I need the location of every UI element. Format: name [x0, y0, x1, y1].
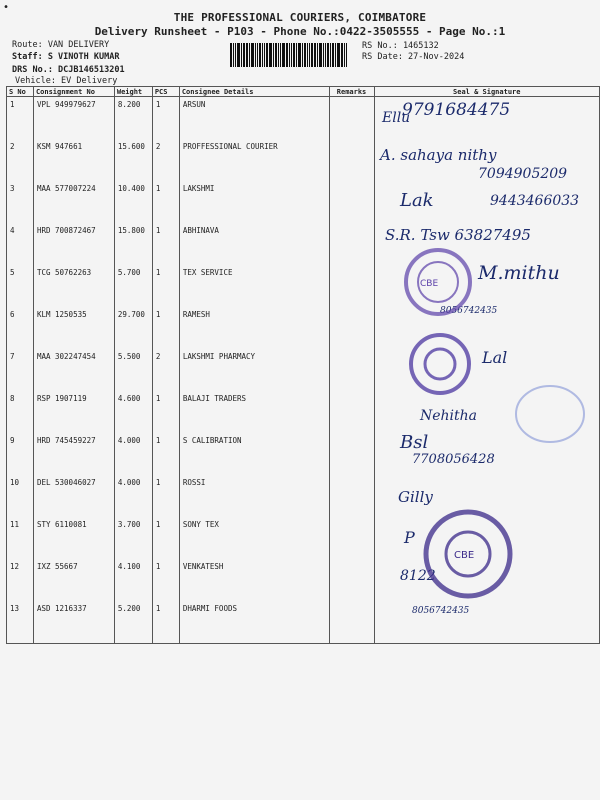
cell-pcs: 1	[152, 97, 179, 140]
signature-2: A. sahaya nithy	[380, 146, 497, 164]
cell-remarks	[329, 265, 374, 307]
signature-12: 8122	[400, 568, 436, 584]
cell-sno: 7	[7, 349, 34, 391]
col-consignee: Consignee Details	[179, 87, 329, 97]
cell-remarks	[329, 307, 374, 349]
signature-4: S.R. Tsw 63827495	[385, 226, 531, 244]
cell-consignment: VPL 949979627	[33, 97, 114, 140]
col-sno: S No	[7, 87, 34, 97]
cell-consignment: ASD 1216337	[33, 601, 114, 644]
cell-consignment: IXZ 55667	[33, 559, 114, 601]
cell-weight: 29.700	[114, 307, 152, 349]
table-row	[7, 307, 600, 349]
cell-weight: 8.200	[114, 97, 152, 140]
table-header-row	[7, 87, 600, 97]
cell-weight: 10.400	[114, 181, 152, 223]
cell-remarks	[329, 517, 374, 559]
cell-sno: 13	[7, 601, 34, 644]
cell-weight: 15.600	[114, 139, 152, 181]
staff-label: Staff: S VINOTH KUMAR	[12, 52, 120, 62]
cell-consignment: MAA 577007224	[33, 181, 114, 223]
cell-sno: 11	[7, 517, 34, 559]
cell-consignee: LAKSHMI	[179, 181, 329, 223]
cell-remarks	[329, 475, 374, 517]
col-consignment: Consignment No	[33, 87, 114, 97]
signature-1-phone: 9791684475	[402, 100, 511, 120]
cell-consignee: RAMESH	[179, 307, 329, 349]
cell-sno: 9	[7, 433, 34, 475]
tex-spares-stamp	[418, 508, 518, 600]
runsheet-page: • THE PROFESSIONAL COURIERS, COIMBATORE Delivery Runsheet - P103 - Phone No.:0422-3505555 - Page No.:1 Route: VAN DELIVERY Staff: S VINOTH KUMAR DRS No.: DCJB146513201 Vehicle: EV Delivery RS No.: 1465132 RS Date: 27-Nov-2024 S No Consignment No Weight PCS Consignee Details Remarks Seal & Signature 1 VPL 949979627 8.200 1 ARSUN 2 KSM 947661 15.600 2 PROFFESSIONAL COURIER 3 MAA 577007224 10.400 1 LAKSHMI 4 HRD 700872467 15.800 1 ABHINAVA 5 TCG 50762263 5.700 1 TEX SERVICE 6 KLM 1250535 29.700 1 RAMESH 7 MAA 302247454 5.500 2 LAKSHMI PHARMACY 8 RSP 1907119 4.600 1 BALAJI TRADERS 9 HRD 745459227 4.000 1 S CALIBRATION 10 DEL 530046027 4.000 1 ROSSI 11 STY 6110081 3.700 1 SONY TEX 12 IXZ 55667 4.100 1 VENKATESH 13 ASD 1216337 5.200 1 DHARMI FOODS Ellu 9791684475 A. sahaya nithy 7094905209 Lak 9443466033 S.R. Tsw 63827495 M.mithu 8056742435 Lal Nehitha Bsl 7708056428 Gilly P 8122 8056742435 CBE CBE	[0, 0, 600, 800]
cell-consignee: PROFFESSIONAL COURIER	[179, 139, 329, 181]
cell-consignment: MAA 302247454	[33, 349, 114, 391]
cell-pcs: 1	[152, 391, 179, 433]
route-label: Route: VAN DELIVERY	[12, 40, 110, 50]
cell-consignee: TEX SERVICE	[179, 265, 329, 307]
cell-remarks	[329, 349, 374, 391]
table-row	[7, 601, 600, 644]
cell-remarks	[329, 433, 374, 475]
col-weight: Weight	[114, 87, 152, 97]
cell-weight: 5.200	[114, 601, 152, 644]
cell-pcs: 1	[152, 307, 179, 349]
cell-remarks	[329, 391, 374, 433]
signature-1: Ellu	[382, 110, 411, 126]
cell-consignment: RSP 1907119	[33, 391, 114, 433]
signature-11: P	[404, 528, 415, 547]
cell-consignee: ARSUN	[179, 97, 329, 140]
balaji-hardwares-stamp	[510, 382, 590, 448]
cell-pcs: 1	[152, 475, 179, 517]
cell-sno: 8	[7, 391, 34, 433]
cell-weight: 4.000	[114, 475, 152, 517]
cell-consignment: TCG 50762263	[33, 265, 114, 307]
cell-consignee: ROSSI	[179, 475, 329, 517]
cell-consignee: ABHINAVA	[179, 223, 329, 265]
cell-sno: 1	[7, 97, 34, 140]
signature-3-phone: 9443466033	[490, 193, 580, 209]
cell-weight: 5.500	[114, 349, 152, 391]
rs-number: RS No.: 1465132	[362, 41, 439, 51]
signature-10: Gilly	[398, 488, 433, 506]
cell-weight: 5.700	[114, 265, 152, 307]
cell-weight: 4.100	[114, 559, 152, 601]
barcode	[230, 43, 358, 67]
cell-consignment: DEL 530046027	[33, 475, 114, 517]
cell-sno: 6	[7, 307, 34, 349]
cell-consignee: DHARMI FOODS	[179, 601, 329, 644]
drs-number: DRS No.: DCJB146513201	[12, 65, 125, 75]
cell-sno: 10	[7, 475, 34, 517]
cell-pcs: 1	[152, 433, 179, 475]
cell-sno: 3	[7, 181, 34, 223]
cell-consignment: STY 6110081	[33, 517, 114, 559]
table-row	[7, 97, 600, 140]
svg-text:CBE: CBE	[420, 279, 439, 289]
signature-2-phone: 7094905209	[478, 166, 568, 182]
cell-seal-signature	[374, 601, 600, 644]
svg-text:CBE: CBE	[454, 550, 475, 561]
cell-pcs: 1	[152, 265, 179, 307]
signature-13: 8056742435	[412, 606, 470, 616]
cell-consignment: HRD 700872467	[33, 223, 114, 265]
cell-weight: 15.800	[114, 223, 152, 265]
col-seal-signature: Seal & Signature	[374, 87, 600, 97]
cell-pcs: 2	[152, 139, 179, 181]
vehicle-label: Vehicle: EV Delivery	[15, 76, 118, 86]
cell-remarks	[329, 181, 374, 223]
cell-weight: 4.000	[114, 433, 152, 475]
cell-sno: 12	[7, 559, 34, 601]
cell-weight: 4.600	[114, 391, 152, 433]
col-remarks: Remarks	[329, 87, 374, 97]
col-pcs: PCS	[152, 87, 179, 97]
signature-3: Lak	[400, 190, 434, 211]
cell-pcs: 1	[152, 517, 179, 559]
cell-consignee: VENKATESH	[179, 559, 329, 601]
cell-consignment: KLM 1250535	[33, 307, 114, 349]
lakshmi-pharmacy-stamp	[406, 332, 478, 396]
cell-consignment: HRD 745459227	[33, 433, 114, 475]
runsheet-subtitle: Delivery Runsheet - P103 - Phone No.:0422-3505555 - Page No.:1	[94, 25, 506, 38]
cell-weight: 3.700	[114, 517, 152, 559]
tex-services-stamp	[400, 246, 480, 318]
rs-date: RS Date: 27-Nov-2024	[362, 52, 465, 62]
cell-sno: 2	[7, 139, 34, 181]
signature-7: Lal	[482, 348, 508, 367]
signature-8: Nehitha	[420, 408, 478, 424]
cell-pcs: 1	[152, 559, 179, 601]
cell-pcs: 1	[152, 601, 179, 644]
cell-pcs: 1	[152, 223, 179, 265]
signature-6: 8056742435	[440, 306, 498, 316]
cell-consignee: SONY TEX	[179, 517, 329, 559]
cell-consignee: LAKSHMI PHARMACY	[179, 349, 329, 391]
signature-9: Bsl	[400, 432, 429, 453]
cell-consignee: S CALIBRATION	[179, 433, 329, 475]
cell-consignment: KSM 947661	[33, 139, 114, 181]
cell-remarks	[329, 97, 374, 140]
company-title: THE PROFESSIONAL COURIERS, COIMBATORE	[173, 11, 427, 24]
cell-sno: 4	[7, 223, 34, 265]
cell-remarks	[329, 223, 374, 265]
cell-sno: 5	[7, 265, 34, 307]
cell-remarks	[329, 601, 374, 644]
cell-pcs: 2	[152, 349, 179, 391]
cell-remarks	[329, 139, 374, 181]
signature-9-phone: 7708056428	[412, 452, 495, 467]
signature-5: M.mithu	[478, 262, 560, 284]
cell-consignee: BALAJI TRADERS	[179, 391, 329, 433]
cell-remarks	[329, 559, 374, 601]
cell-pcs: 1	[152, 181, 179, 223]
